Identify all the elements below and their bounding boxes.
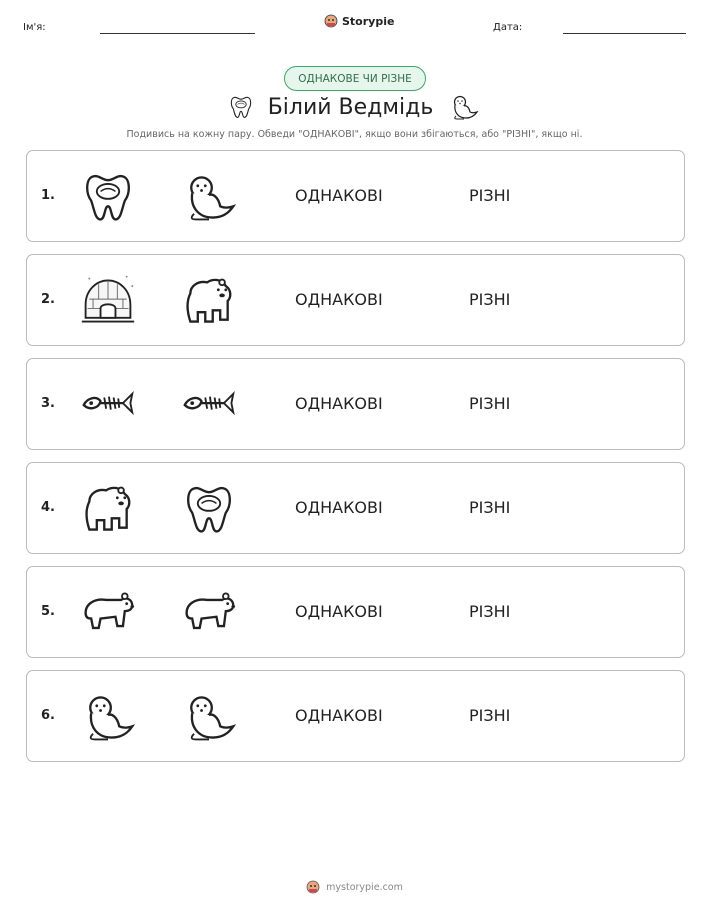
same-option[interactable]: ОДНАКОВІ (295, 602, 383, 621)
seal-icon (79, 689, 137, 745)
row-number: 3. (41, 396, 55, 411)
footer-url[interactable]: mystorypie.com (326, 881, 403, 893)
different-option[interactable]: РІЗНІ (469, 498, 511, 517)
date-line (563, 33, 686, 34)
igloo-icon (79, 273, 137, 329)
different-option[interactable]: РІЗНІ (469, 602, 511, 621)
row-number: 1. (41, 188, 55, 203)
same-option[interactable]: ОДНАКОВІ (295, 498, 383, 517)
row-6 (26, 670, 685, 762)
same-option[interactable]: ОДНАКОВІ (295, 394, 383, 413)
row-number: 5. (41, 604, 55, 619)
row-4 (26, 462, 685, 554)
row-5 (26, 566, 685, 658)
fish-skeleton-icon (79, 377, 137, 433)
name-label: Ім'я: (23, 22, 46, 33)
polar-bear-icon (180, 273, 238, 329)
seal-icon (180, 689, 238, 745)
title-row (0, 92, 709, 122)
tooth-icon (180, 481, 238, 537)
row-number: 6. (41, 708, 55, 723)
instructions: Подивись на кожну пару. Обведи "ОДНАКОВІ", якщо вони збігаються, або "РІЗНІ", якщо ні. (126, 129, 583, 140)
same-option[interactable]: ОДНАКОВІ (295, 290, 383, 309)
brand-name: Storypie (342, 14, 395, 28)
brand-logo (324, 14, 394, 28)
seal-icon (180, 169, 238, 225)
walking-bear-icon (180, 585, 238, 641)
seal-icon (447, 92, 481, 122)
date-label: Дата: (493, 22, 523, 33)
different-option[interactable]: РІЗНІ (469, 290, 511, 309)
storypie-mascot-icon (306, 880, 320, 894)
row-3 (26, 358, 685, 450)
polar-bear-icon (79, 481, 137, 537)
different-option[interactable]: РІЗНІ (469, 706, 511, 725)
row-number: 4. (41, 500, 55, 515)
different-option[interactable]: РІЗНІ (469, 394, 511, 413)
page-title: Білий Ведмідь (267, 94, 434, 120)
storypie-mascot-icon (324, 14, 338, 28)
row-number: 2. (41, 292, 55, 307)
same-option[interactable]: ОДНАКОВІ (295, 186, 383, 205)
same-option[interactable]: ОДНАКОВІ (295, 706, 383, 725)
row-1 (26, 150, 685, 242)
tooth-icon (228, 92, 254, 122)
name-line (100, 33, 255, 34)
different-option[interactable]: РІЗНІ (469, 186, 511, 205)
tooth-icon (79, 169, 137, 225)
walking-bear-icon (79, 585, 137, 641)
activity-badge: ОДНАКОВЕ ЧИ РІЗНЕ (284, 66, 426, 91)
footer (0, 880, 709, 894)
fish-skeleton-icon (180, 377, 238, 433)
row-2 (26, 254, 685, 346)
